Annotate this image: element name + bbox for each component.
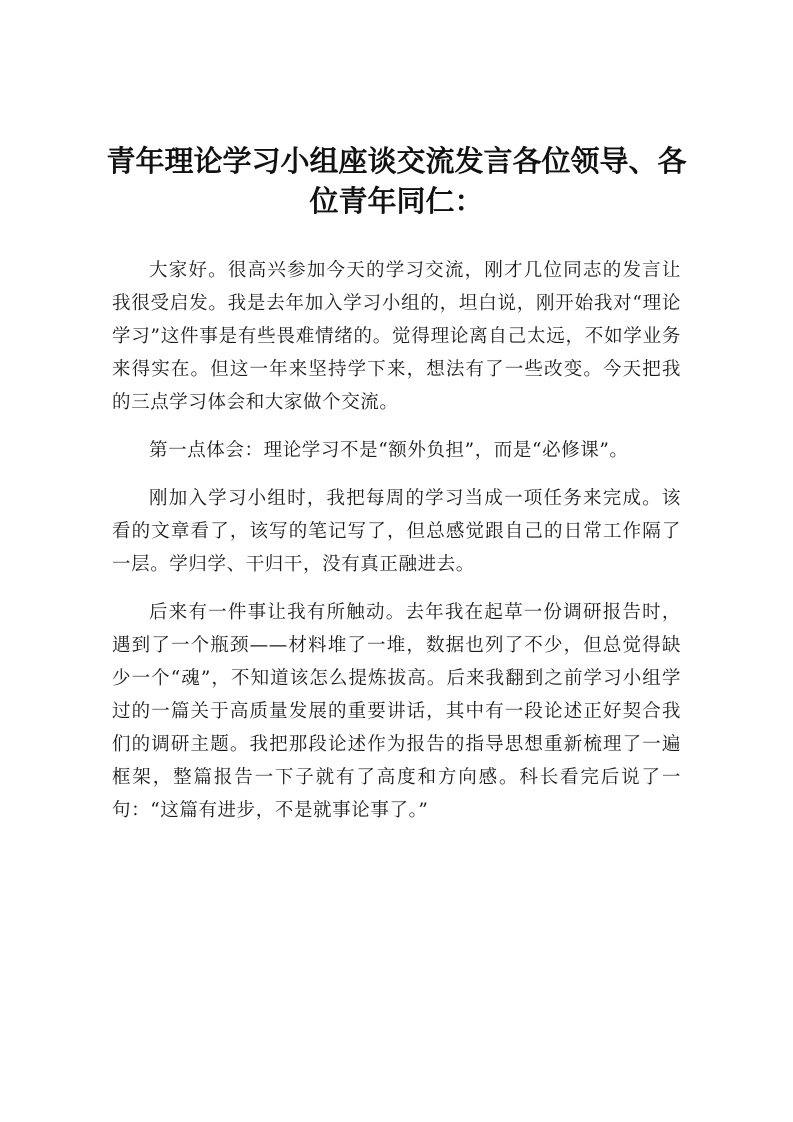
- paragraph-3: 刚加入学习小组时，我把每周的学习当成一项任务来完成。该看的文章看了，该写的笔记写了，但总感觉跟自己的日常工作隔了一层。学归学、干归干，没有真正融进去。: [112, 488, 681, 575]
- document-title: 青年理论学习小组座谈交流发言各位领导、各位青年同仁：: [106, 144, 687, 218]
- paragraph-4: 后来有一件事让我有所触动。去年我在起草一份调研报告时，遇到了一个瓶颈——材料堆了一堆，数据也列了不少，但总觉得缺少一个“魂”，不知道该怎么提炼拔高。后来我翻到之前学习小组学过的一篇关于高质量发展的重要讲话，其中有一段论述正好契合我们的调研主题。我把那段论述作为报告的指导思想重新梳理了一遍框架，整篇报告一下子就有了高度和方向感。科长看完后说了一句：“这篇有进步，不是就事论事了。”: [112, 602, 681, 821]
- paragraph-1: 大家好。很高兴参加今天的学习交流，刚才几位同志的发言让我很受启发。我是去年加入学习小组的，坦白说，刚开始我对“理论学习”这件事是有些畏难情绪的。觉得理论离自己太远，不如学业务来得实在。但这一年来坚持学下来，想法有了一些改变。今天把我的三点学习体会和大家做个交流。: [112, 260, 681, 413]
- document-body: [112, 254, 681, 842]
- paragraph-2: 第一点体会：理论学习不是“额外负担”，而是“必修课”。: [149, 440, 629, 461]
